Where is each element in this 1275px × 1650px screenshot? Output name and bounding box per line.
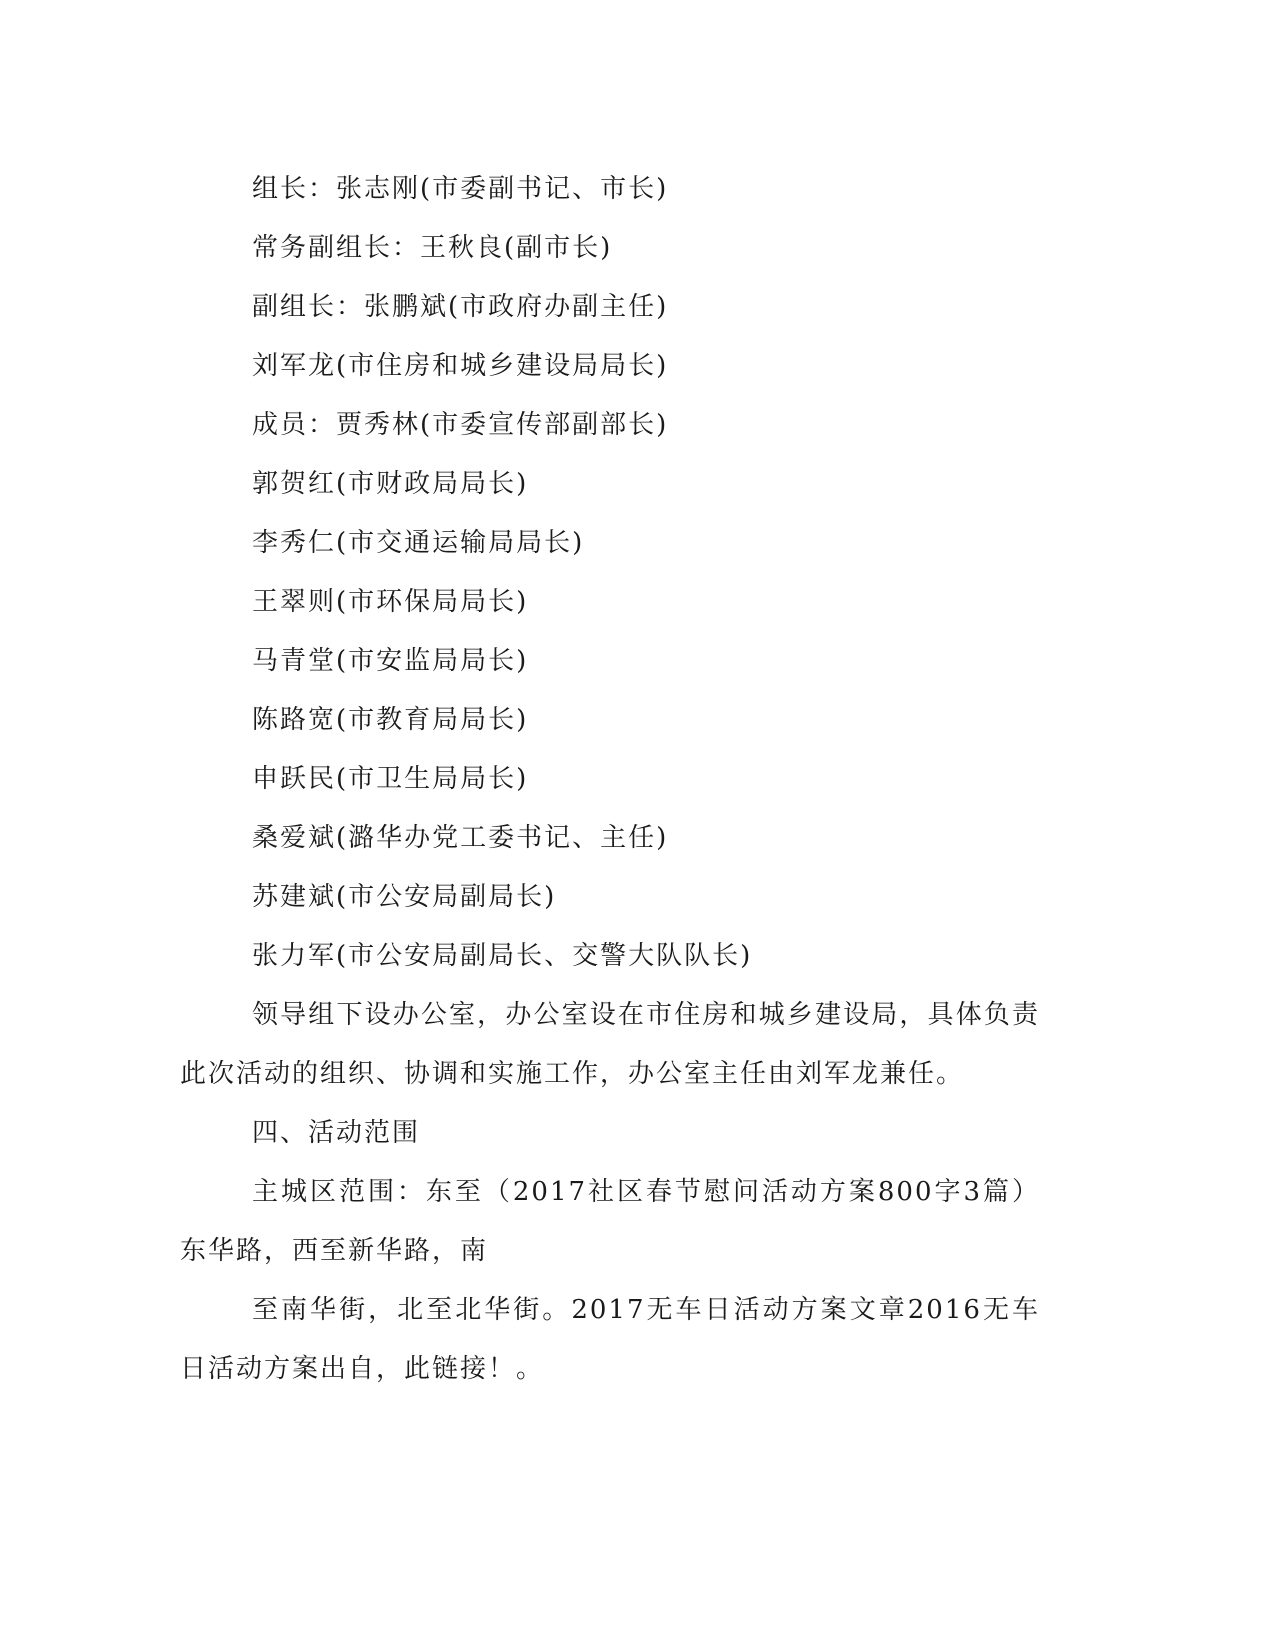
member-line: 马青堂(市安监局局长) xyxy=(252,646,529,676)
member-line: 常务副组长：王秋良(副市长) xyxy=(252,233,613,263)
member-line: 王翠则(市环保局局长) xyxy=(252,587,529,617)
member-line: 组长：张志刚(市委副书记、市长) xyxy=(252,174,669,204)
office-paragraph: 领导组下设办公室，办公室设在市住房和城乡建设局，具体负责此次活动的组织、协调和实施工作，办公室主任由刘军龙兼任。 xyxy=(180,1000,1040,1089)
closing-paragraph: 至南华街，北至北华街。2017无车日活动方案文章2016无车日活动方案出自，此链接！。 xyxy=(180,1295,1040,1384)
member-line: 申跃民(市卫生局局长) xyxy=(252,764,529,794)
document-body xyxy=(180,160,1040,1399)
member-line: 张力军(市公安局副局长、交警大队队长) xyxy=(252,941,753,971)
member-line: 桑爱斌(潞华办党工委书记、主任) xyxy=(252,823,669,853)
section-heading: 四、活动范围 xyxy=(252,1118,421,1148)
member-line: 郭贺红(市财政局局长) xyxy=(252,469,529,499)
member-line: 成员：贾秀林(市委宣传部副部长) xyxy=(252,410,669,440)
member-line: 刘军龙(市住房和城乡建设局局长) xyxy=(252,351,669,381)
member-line: 李秀仁(市交通运输局局长) xyxy=(252,528,585,558)
member-line: 副组长：张鹏斌(市政府办副主任) xyxy=(252,292,669,322)
member-line: 苏建斌(市公安局副局长) xyxy=(252,882,557,912)
member-line: 陈路宽(市教育局局长) xyxy=(252,705,529,735)
scope-paragraph: 主城区范围：东至（2017社区春节慰问活动方案800字3篇）东华路，西至新华路，南 xyxy=(180,1177,1040,1266)
